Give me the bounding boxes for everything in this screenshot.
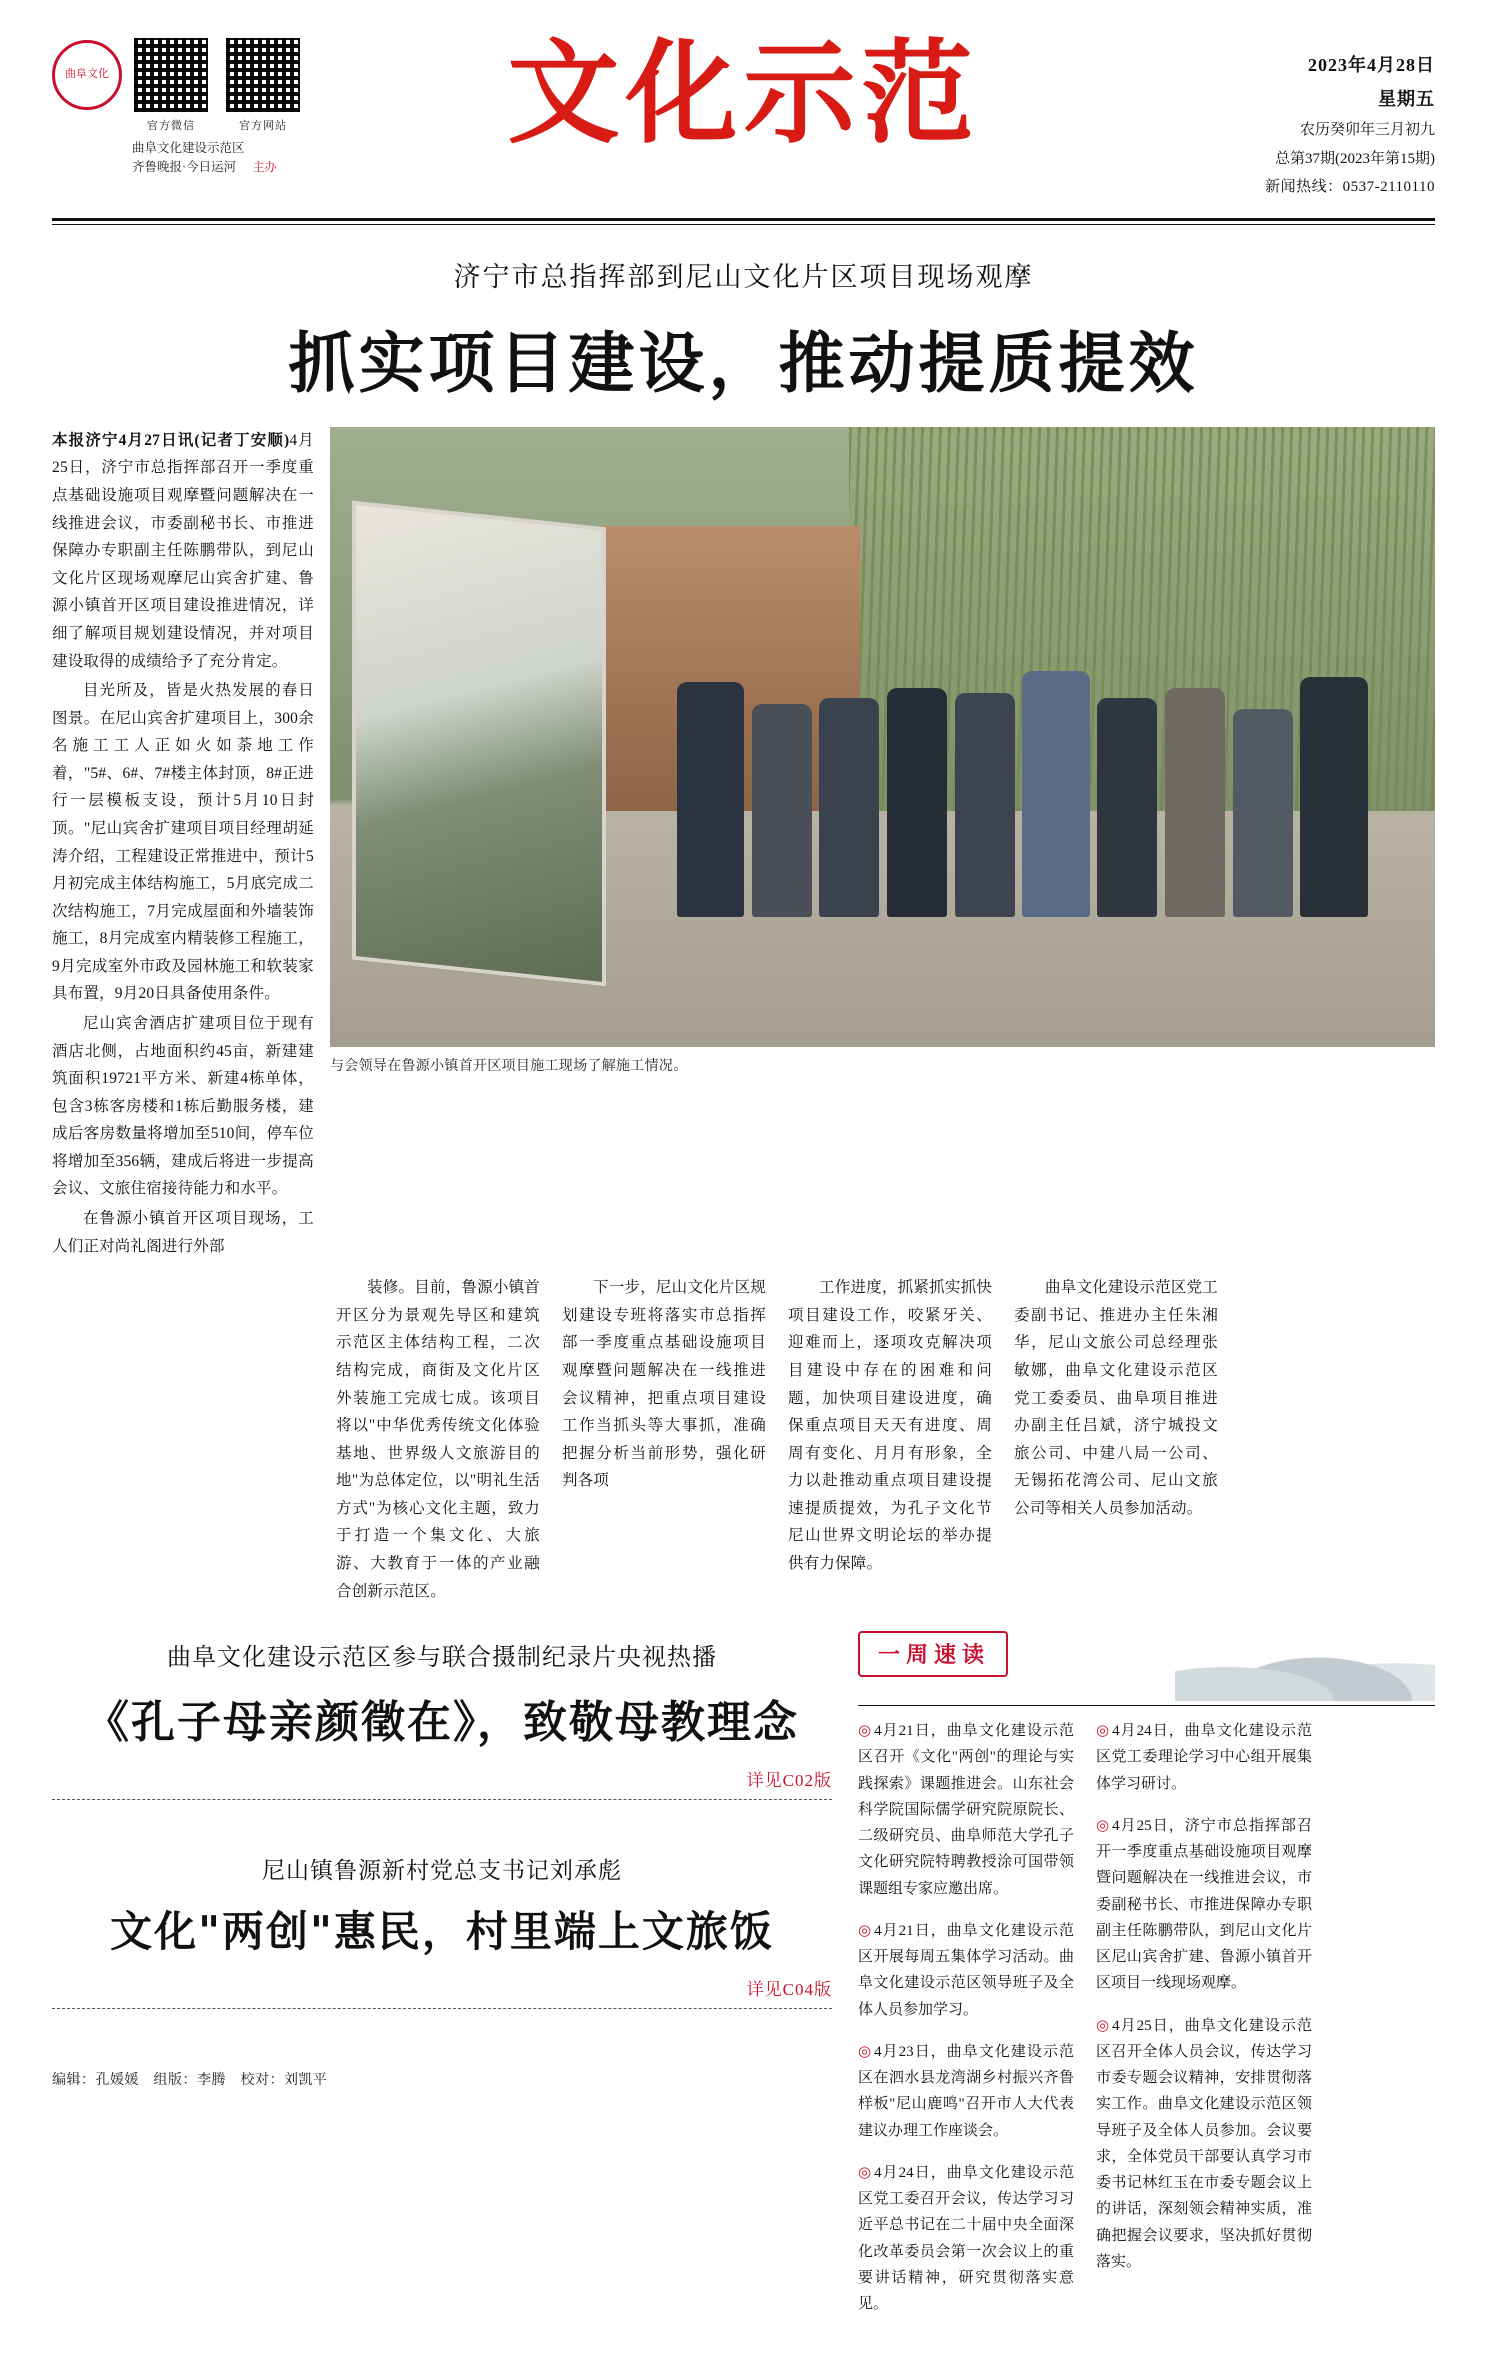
paper-title: 文化示范	[507, 28, 980, 159]
promo-item[interactable]	[52, 1846, 832, 2009]
qr-caption: 官方网站	[239, 120, 287, 132]
digest-item-text: 4月25日，济宁市总指挥部召开一季度重点基础设施项目观摩暨问题解决在一线推进会议，市委副秘书长、市推进保障办专职副主任陈鹏带队，到尼山文化片区尼山宾舍扩建、鲁源小镇首开区项目一线现场观摩。	[1096, 1817, 1312, 1992]
bullet-icon: ◎	[1096, 1723, 1111, 1740]
qr-caption: 官方微信	[147, 120, 195, 132]
digest-item	[858, 1718, 1074, 1902]
photo-person	[1165, 688, 1225, 917]
photo-person	[677, 682, 745, 917]
lead-paragraph: 在鲁源小镇首开区项目现场，工人们正对尚礼阁进行外部	[52, 1210, 314, 1255]
publisher-line-1: 曲阜文化建设示范区	[132, 141, 245, 155]
lead-photo	[330, 427, 1435, 1047]
digest-item	[858, 1918, 1074, 2023]
qr-website[interactable]	[224, 36, 302, 133]
bullet-icon: ◎	[1096, 1817, 1111, 1834]
photo-person	[819, 698, 879, 916]
promo-more-link[interactable]: 详见C04版	[746, 1980, 832, 2000]
digest-item-text: 4月21日，曲阜文化建设示范区开展每周五集体学习活动。曲阜文化建设示范区领导班子及全体人员参加学习。	[858, 1922, 1074, 2018]
qr-group	[132, 36, 302, 133]
photo-person	[1233, 709, 1293, 916]
continuation-paragraph: 装修。目前，鲁源小镇首开区分为景观先导区和建筑示范区主体结构工程，二次结构完成，商街及文化片区外装施工完成七成。该项目将以"中华优秀传统文化体验基地、世界级人文旅游目的地"为总体定位，以"明礼生活方式"为核心文化主题，致力于打造一个集文化、大旅游、大教育于一体的产业融合创新示范区。	[336, 1279, 540, 1600]
continuation-spacer	[52, 1274, 314, 1605]
continuation-paragraph: 工作进度，抓紧抓实抓快项目建设工作，咬紧牙关、迎难而上，逐项攻克解决项目建设中存在的困难和问题，加快项目建设进度，确保重点项目天天有进度、周周有变化、月月有形象，全力以赴推动重点项目建设提速提质提效，为孔子文化节 尼山世界文明论坛的举办提供有力保障。	[788, 1279, 1008, 1572]
photo-person	[1022, 671, 1090, 917]
masthead	[52, 28, 1435, 212]
lead-photo-block	[330, 427, 1435, 1262]
continuation-paragraph: 曲阜文化建设示范区党工委副书记、推进办主任朱湘华，尼山文旅公司总经理张敏娜，曲阜文化建设示范区党工委委员、曲阜项目推进办副主任吕斌，济宁城投文旅公司、中建八局一公司、无锡拓花湾公司、尼山文旅公司等相关人员参加活动。	[1014, 1279, 1218, 1517]
lead-headline: 抓实项目建设，推动提质提效	[288, 323, 1199, 402]
digest-item-text: 4月21日，曲阜文化建设示范区召开《文化"两创"的理论与实践探索》课题推进会。山东社会科学院国际儒学研究院原院长、二级研究员、曲阜师范大学孔子文化研究院特聘教授涂可国带领课题组专家应邀出席。	[858, 1723, 1074, 1897]
publish-date: 2023年4月28日	[1308, 55, 1435, 75]
photo-person	[1300, 677, 1368, 917]
photo-caption: 与会领导在鲁源小镇首开区项目施工现场了解施工情况。	[330, 1058, 688, 1074]
news-hotline: 新闻热线：0537-2110110	[1265, 179, 1435, 196]
bullet-icon: ◎	[1096, 2017, 1111, 2034]
masthead-divider-thin	[52, 224, 1435, 225]
publisher-line-2: 齐鲁晚报·今日运河	[132, 159, 237, 174]
lead-paragraph-text: 4月25日，济宁市总指挥部召开一季度重点基础设施项目观摩暨问题解决在一线推进会议，市委副秘书长、市推进保障办专职副主任陈鹏带队，到尼山文化片区现场观摩尼山宾舍扩建、鲁源小镇首开区项目建设推进情况，详细了解项目规划建设情况，并对项目建设取得的成绩给予了充分肯定。	[52, 431, 314, 670]
colophon: 编辑：孔媛媛 组版：李腾 校对：刘凯平	[52, 2073, 328, 2089]
continuation-paragraph: 下一步，尼山文化片区规划建设专班将落实市总指挥部一季度重点基础设施项目观摩暨问题解决在一线推进会议精神，把重点项目建设工作当抓头等大事抓，准确把握分析当前形势，强化研判各项	[562, 1279, 766, 1490]
masthead-right	[1105, 34, 1435, 202]
lead-shoulder-headline: 济宁市总指挥部到尼山文化片区项目现场观摩	[453, 261, 1034, 292]
continuation-column	[562, 1274, 766, 1605]
digest-column	[858, 1718, 1074, 2333]
digest-divider	[858, 1705, 1435, 1706]
lead-continuation-columns	[52, 1274, 1435, 1605]
continuation-column	[1014, 1274, 1218, 1605]
masthead-center	[382, 28, 1105, 159]
promo-divider	[52, 1799, 832, 1800]
lunar-date: 农历癸卯年三月初九	[1299, 122, 1435, 139]
publisher-org	[132, 139, 245, 177]
photo-person	[752, 704, 812, 917]
digest-item-text: 4月24日，曲阜文化建设示范区党工委召开会议，传达学习习近平总书记在二十届中央全面深化改革委员会第一次会议上的重要讲话精神，研究贯彻落实意见。	[858, 2164, 1074, 2313]
bullet-icon: ◎	[858, 2164, 873, 2181]
mountain-decoration-icon	[1175, 1635, 1435, 1701]
promo-subtitle: 曲阜文化建设示范区参与联合摄制纪录片央视热播	[167, 1645, 717, 1672]
promo-more-link[interactable]: 详见C02版	[746, 1771, 832, 1791]
digest-columns	[858, 1718, 1435, 2333]
digest-item-text: 4月25日，曲阜文化建设示范区召开全体人员会议，传达学习市委专题会议精神，安排贯彻落实工作。曲阜文化建设示范区领导班子及全体人员参加。会议要求，全体党员干部要认真学习市委书记林红玉在市委专题会议上的讲话，深刻领会精神实质，准确把握会议要求，坚决抓好贯彻落实。	[1096, 2017, 1312, 2270]
masthead-divider-thick	[52, 218, 1435, 221]
lead-first-column	[52, 427, 314, 1262]
week-digest-section	[858, 1631, 1435, 2333]
lead-paragraph: 尼山宾舍酒店扩建项目位于现有酒店北侧，占地面积约45亩，新建建筑面积19721平方米、新建4栋单体，包含3栋客房楼和1栋后勤服务楼，建成后客房数量将增加至510间，停车位将增加至356辆，建成后将进一步提高会议、文旅住宿接待能力和水平。	[52, 1015, 314, 1198]
digest-title-badge: 一周速读	[858, 1631, 1008, 1677]
digest-item	[858, 2039, 1074, 2144]
masthead-left	[52, 34, 382, 177]
continuation-column	[336, 1274, 540, 1605]
promo-divider	[52, 2008, 832, 2009]
weekday: 星期五	[1378, 89, 1435, 110]
bullet-icon: ◎	[858, 2043, 873, 2060]
qr-code-icon	[224, 36, 302, 114]
digest-item	[1096, 2013, 1312, 2276]
masthead-left-body	[132, 34, 302, 177]
promo-title: 文化"两创"惠民，村里端上文旅饭	[110, 1907, 774, 1957]
host-label: 主办	[252, 160, 277, 175]
promo-subtitle: 尼山镇鲁源新村党总支书记刘承彪	[262, 1858, 622, 1884]
official-seal-icon: 曲阜文化	[52, 40, 122, 110]
digest-item-text: 4月24日，曲阜文化建设示范区党工委理论学习中心组开展集体学习研讨。	[1096, 1723, 1312, 1792]
digest-column	[1096, 1718, 1312, 2333]
digest-item	[1096, 1718, 1312, 1797]
continuation-column	[788, 1274, 1008, 1605]
photo-person	[887, 688, 947, 917]
photo-person	[955, 693, 1015, 917]
issue-number: 总第37期(2023年第15期)	[1275, 150, 1435, 167]
lead-story-area	[52, 427, 1435, 1262]
photo-person	[1097, 698, 1157, 916]
digest-item-text: 4月23日，曲阜文化建设示范区在泗水县龙湾湖乡村振兴齐鲁样板"尼山鹿鸣"召开市人大代表建议办理工作座谈会。	[858, 2043, 1074, 2139]
photo-people-group	[662, 644, 1413, 917]
qr-code-icon	[132, 36, 210, 114]
lead-paragraph	[52, 427, 314, 675]
bullet-icon: ◎	[858, 1723, 873, 1740]
promo-item[interactable]	[52, 1631, 832, 1800]
bullet-icon: ◎	[858, 1922, 873, 1939]
promo-title: 《孔子母亲颜徵在》，致敬母教理念	[85, 1697, 799, 1749]
lead-byline: 本报济宁4月27日讯(记者丁安顺)	[52, 431, 290, 449]
lower-section	[52, 1631, 1435, 2333]
promo-column	[52, 1631, 832, 2333]
qr-wechat[interactable]	[132, 36, 210, 133]
digest-item	[858, 2160, 1074, 2318]
publisher-info	[132, 139, 302, 177]
digest-item	[1096, 1813, 1312, 1997]
lead-paragraph: 目光所及，皆是火热发展的春日图景。在尼山宾舍扩建项目上，300余名施工工人正如火如荼地工作着，"5#、6#、7#楼主体封顶，8#正进行一层模板支设，预计5月10日封顶。"尼山宾舍扩建项目项目经理胡延涛介绍，工程建设正常推进中，预计5月初完成主体结构施工，5月底完成二次结构施工，7月完成屋面和外墙装饰施工，8月完成室内精装修工程施工，9月完成室外市政及园林施工和软装家具布置，9月20日具备使用条件。	[52, 682, 314, 1003]
digest-header	[858, 1631, 1435, 1705]
